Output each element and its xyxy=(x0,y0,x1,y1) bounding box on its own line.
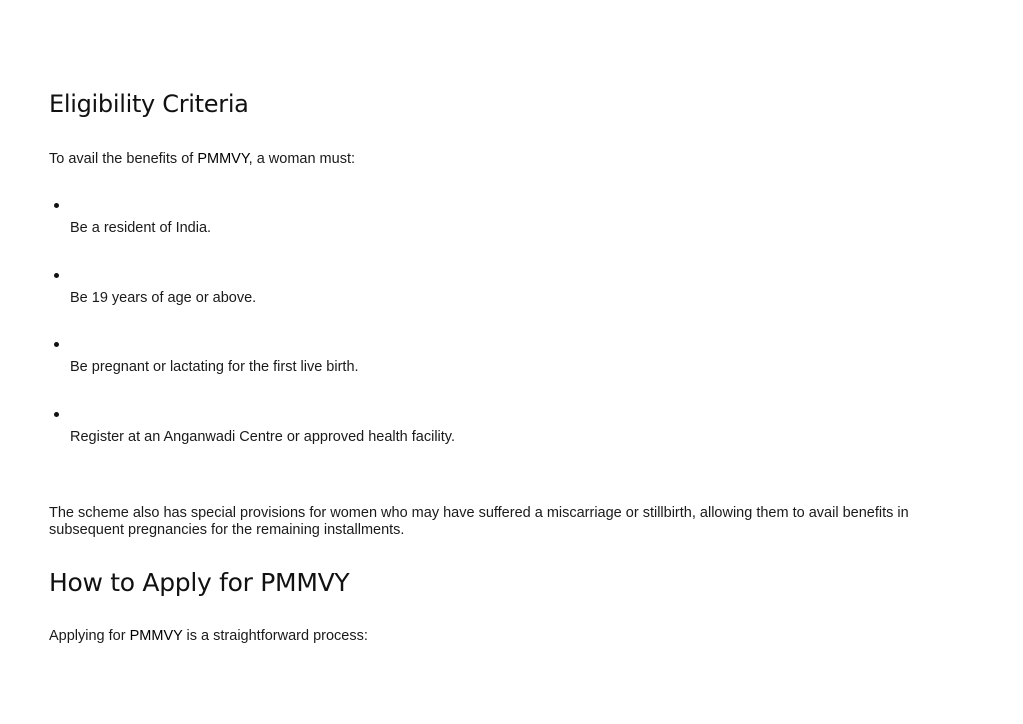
bullet-icon xyxy=(54,342,59,347)
apply-intro-prefix: Applying for xyxy=(49,628,130,644)
list-item-text: Register at an Anganwadi Centre or approved health facility. xyxy=(70,429,456,445)
eligibility-intro-suffix: , a woman must: xyxy=(248,151,356,167)
eligibility-note: The scheme also has special provisions for women who may have suffered a miscarriage or stillbirth, allowing them to avail benefits in subsequent pregnancies for the remaining installments. xyxy=(49,505,909,538)
eligibility-intro xyxy=(49,151,355,168)
eligibility-intro-prefix: To avail the benefits of xyxy=(49,151,198,167)
bullet-icon xyxy=(54,412,59,417)
bullet-icon xyxy=(54,203,59,208)
bullet-icon xyxy=(54,273,59,278)
list-item xyxy=(49,268,749,308)
list-item-text: Be a resident of India. xyxy=(70,220,212,236)
apply-intro-scheme: PMMVY xyxy=(129,628,183,644)
list-item-text: Be pregnant or lactating for the first live birth. xyxy=(70,359,359,375)
list-item xyxy=(49,407,749,447)
apply-intro-suffix: is a straightforward process: xyxy=(182,628,368,644)
apply-heading: How to Apply for PMMVY xyxy=(49,568,350,597)
list-item xyxy=(49,337,749,377)
apply-intro xyxy=(49,628,368,645)
list-item xyxy=(49,198,749,238)
eligibility-intro-scheme: PMMVY xyxy=(197,151,249,167)
list-item-text: Be 19 years of age or above. xyxy=(70,290,257,306)
eligibility-heading: Eligibility Criteria xyxy=(49,90,249,118)
